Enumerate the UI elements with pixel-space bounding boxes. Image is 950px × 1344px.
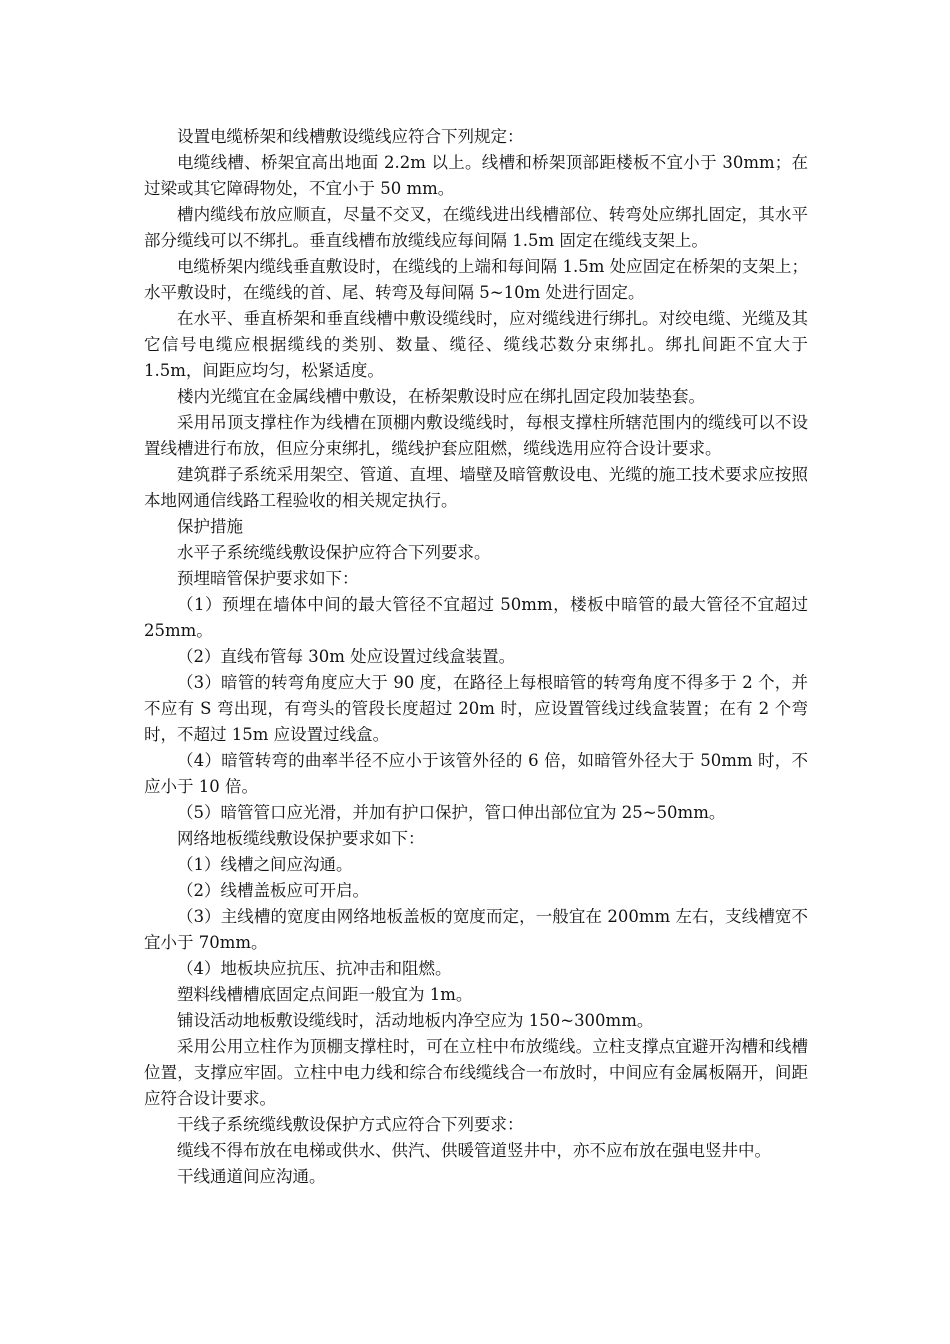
list-item-conduit-5: （5）暗管管口应光滑，并加有护口保护，管口伸出部位宜为 25~50mm。 (177, 803, 726, 822)
list-item-floor-1: （1）线槽之间应沟通。 (177, 855, 353, 874)
paragraph-backbone-intro: 干线子系统缆线敷设保护方式应符合下列要求： (177, 1115, 524, 1134)
paragraph-tray-height: 电缆线槽、桥架宜高出地面 2.2m 以上。线槽和桥架顶部距楼板不宜小于 30mm；在过梁或其它障碍物处，不宜小于 50 mm。 (144, 153, 808, 198)
paragraph-indoor-fiber: 楼内光缆宜在金属线槽中敷设，在桥架敷设时应在绑扎固定段加装垫套。 (177, 387, 705, 406)
paragraph-network-floor-intro: 网络地板缆线敷设保护要求如下： (177, 829, 425, 848)
paragraph-backbone-shaft: 缆线不得布放在电梯或供水、供汽、供暖管道竖井中，亦不应布放在强电竖井中。 (177, 1141, 771, 1160)
paragraph-plastic-trough: 塑料线槽槽底固定点间距一般宜为 1m。 (177, 985, 473, 1004)
paragraph-public-column: 采用公用立柱作为顶棚支撑柱时，可在立柱中布放缆线。立柱支撑点宜避开沟槽和线槽位置，支撑应牢固。立柱中电力线和综合布线缆线合一布放时，中间应有金属板隔开，间距应符合设计要求。 (144, 1037, 808, 1108)
paragraph-vertical-laying-in-tray: 电缆桥架内缆线垂直敷设时，在缆线的上端和每间隔 1.5m 处应固定在桥架的支架上；水平敷设时，在缆线的首、尾、转弯及每间隔 5~10m 处进行固定。 (144, 257, 808, 302)
paragraph-raised-floor: 铺设活动地板敷设缆线时，活动地板内净空应为 150~300mm。 (177, 1011, 654, 1030)
list-item-floor-4: （4）地板块应抗压、抗冲击和阻燃。 (177, 959, 452, 978)
paragraph-cable-routing-in-trough: 槽内缆线布放应顺直，尽量不交叉，在缆线进出线槽部位、转弯处应绑扎固定，其水平部分缆线可以不绑扎。垂直线槽布放缆线应每间隔 1.5m 固定在缆线支架上。 (144, 205, 808, 250)
list-item-conduit-1: （1）预埋在墙体中间的最大管径不宜超过 50mm，楼板中暗管的最大管径不宜超过 25mm。 (144, 595, 808, 640)
list-item-conduit-3: （3）暗管的转弯角度应大于 90 度，在路径上每根暗管的转弯角度不得多于 2 个，并不应有 S 弯出现，有弯头的管段长度超过 20m 时，应设置管线过线盒装置；在有 2 个弯时，不超过 15m 应设置过线盒。 (144, 673, 808, 744)
paragraph-horizontal-protection: 水平子系统缆线敷设保护应符合下列要求。 (177, 543, 491, 562)
document-page (144, 124, 808, 1190)
paragraph-ceiling-support: 采用吊顶支撑柱作为线槽在顶棚内敷设缆线时，每根支撑柱所辖范围内的缆线可以不设置线槽进行布放，但应分束绑扎，缆线护套应阻燃，缆线选用应符合设计要求。 (144, 413, 808, 458)
paragraph-campus-subsystem: 建筑群子系统采用架空、管道、直埋、墙壁及暗管敷设电、光缆的施工技术要求应按照本地网通信线路工程验收的相关规定执行。 (144, 465, 808, 510)
paragraph-conduit-intro: 预埋暗管保护要求如下： (177, 569, 359, 588)
list-item-floor-2: （2）线槽盖板应可开启。 (177, 881, 369, 900)
paragraph-bundling: 在水平、垂直桥架和垂直线槽中敷设缆线时，应对缆线进行绑扎。对绞电缆、光缆及其它信号电缆应根据缆线的类别、数量、缆径、缆线芯数分束绑扎。绑扎间距不宜大于 1.5m，间距应均匀，松紧适度。 (144, 309, 808, 380)
list-item-conduit-2: （2）直线布管每 30m 处应设置过线盒装置。 (177, 647, 516, 666)
section-heading-protection: 保护措施 (177, 517, 243, 536)
paragraph-backbone-channel: 干线通道间应沟通。 (177, 1167, 326, 1186)
paragraph-cable-tray-rules-intro: 设置电缆桥架和线槽敷设缆线应符合下列规定： (177, 127, 524, 146)
list-item-floor-3: （3）主线槽的宽度由网络地板盖板的宽度而定，一般宜在 200mm 左右，支线槽宽不宜小于 70mm。 (144, 907, 808, 952)
list-item-conduit-4: （4）暗管转弯的曲率半径不应小于该管外径的 6 倍，如暗管外径大于 50mm 时，不应小于 10 倍。 (144, 751, 808, 796)
